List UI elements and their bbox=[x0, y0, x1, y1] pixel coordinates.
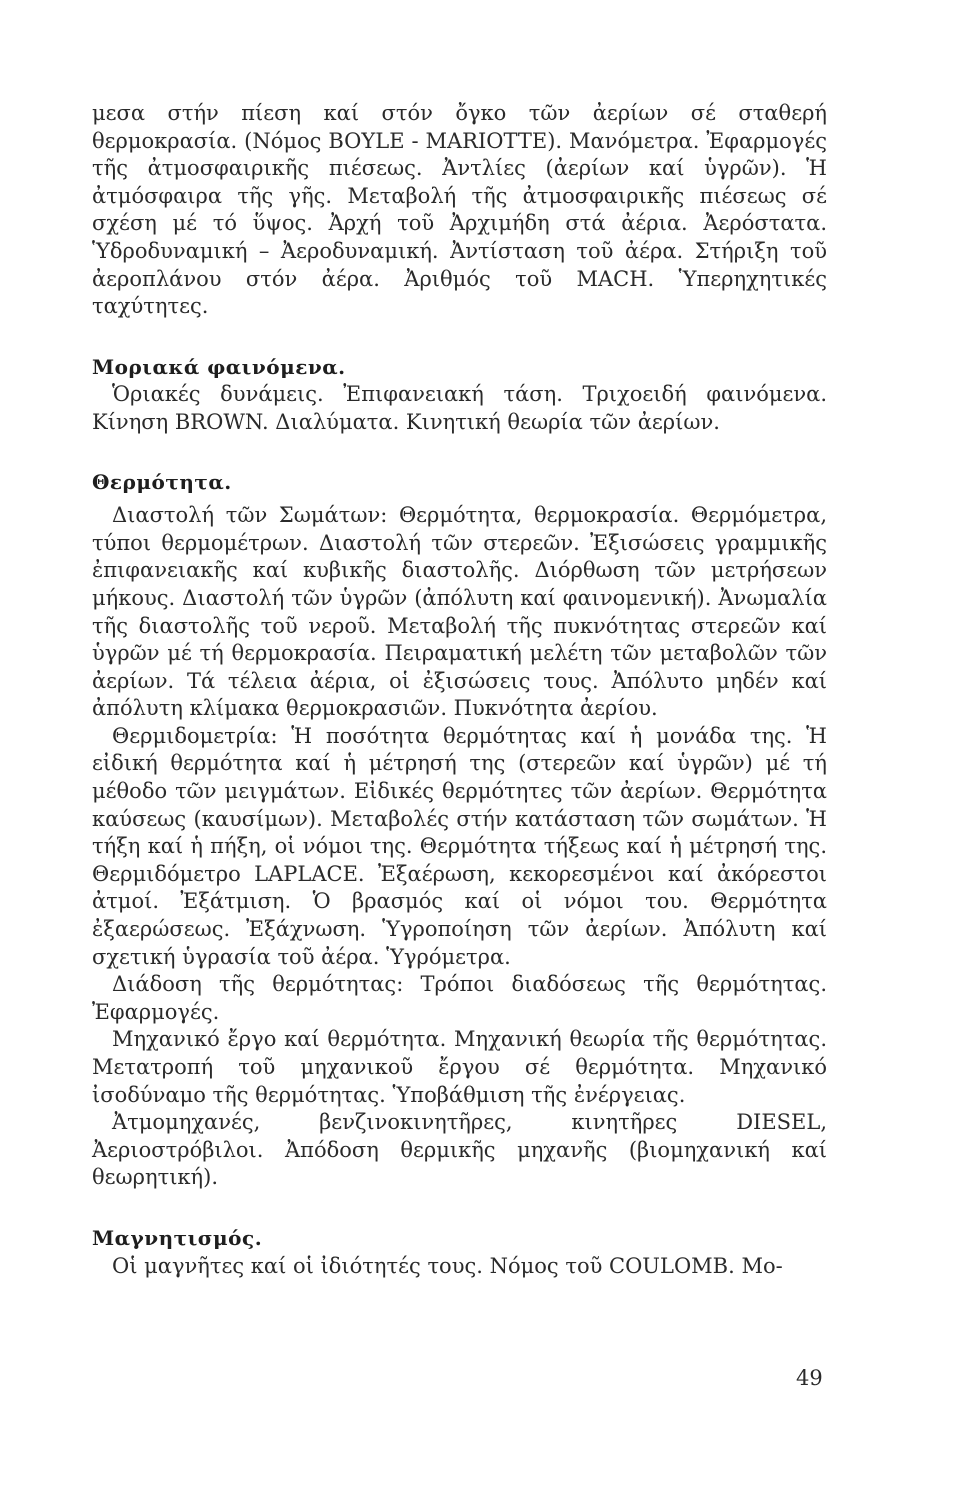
heat-transfer-paragraph: Διάδοση τῆς θερμότητας: Τρόποι διαδόσεως τῆς θερμότητας. Ἐφαρμογές. bbox=[92, 972, 827, 1024]
heading-molecular-phenomena: Μοριακά φαινόμενα. bbox=[92, 354, 346, 379]
heat-mechanical-work-paragraph: Μηχανικό ἔργο καί θερμότητα. Μηχανική θεωρία τῆς θερμότητας. Μετατροπή τοῦ μηχανικοῦ ἔργου σέ θερμότητα. Μηχανικό ἰσοδύναμο τῆς θερμότητας. Ὑποβάθμιση τῆς ἐνέργειας. bbox=[92, 1027, 827, 1107]
heading-magnetism: Μαγνητισμός. bbox=[92, 1225, 263, 1250]
page-number: 49 bbox=[796, 1366, 823, 1390]
molecular-paragraph: Ὁριακές δυνάμεις. Ἐπιφανειακή τάση. Τριχοειδή φαινόμενα. Κίνηση BROWN. Διαλύματα. Κινητική θεωρία τῶν ἀερίων. bbox=[92, 382, 827, 434]
magnetism-paragraph: Οἱ μαγνῆτες καί οἱ ἰδιότητές τους. Νόμος τοῦ COULOMB. Μο- bbox=[112, 1253, 783, 1278]
heading-heat: Θερμότητα. bbox=[92, 469, 232, 494]
intro-paragraph: μεσα στήν πίεση καί στόν ὄγκο τῶν ἀερίων σέ σταθερή θερμοκρασία. (Νόμος BOYLE - MARIOTTE). Μανόμετρα. Ἐφαρμογές τῆς ἀτμοσφαιρικῆς πιέσεως. Ἀντλίες (ἀερίων καί ὑγρῶν). Ἡ ἀτμόσφαιρα τῆς γῆς. Μεταβολή τῆς ἀτμοσφαιρικῆς πιέσεως σέ σχέση μέ τό ὕψος. Ἀρχή τοῦ Ἀρχιμήδη στά ἀέρια. Ἀερόστατα. Ὑδροδυναμική – Ἀεροδυναμική. Ἀντίσταση τοῦ ἀέρα. Στήριξη τοῦ ἀεροπλάνου στόν ἀέρα. Ἀριθμός τοῦ MACH. Ὑπερηχητικές ταχύτητες. bbox=[92, 101, 827, 319]
heat-calorimetry-paragraph: Θερμιδομετρία: Ἡ ποσότητα θερμότητας καί ἡ μονάδα της. Ἡ εἰδική θερμότητα καί ἡ μέτρησή της (στερεῶν καί ὑγρῶν) μέ τή μέθοδο τῶν μειγμάτων. Εἰδικές θερμότητες τῶν ἀερίων. Θερμότητα καύσεως (καυσίμων). Μεταβολές στήν κατάσταση τῶν σωμάτων. Ἡ τήξη καί ἡ πήξη, οἱ νόμοι της. Θερμότητα τήξεως καί ἡ μέτρησή της. Θερμιδόμετρο LAPLACE. Ἐξαέρωση, κεκορεσμένοι καί ἀκόρεστοι ἀτμοί. Ἐξάτμιση. Ὁ βρασμός καί οἱ νόμοι του. Θερμότητα ἐξαερώσεως. Ἐξάχνωση. Ὑγροποίηση τῶν ἀερίων. Ἀπόλυτη καί σχετική ὑγρασία τοῦ ἀέρα. Ὑγρόμετρα. bbox=[92, 723, 827, 969]
heat-expansion-paragraph: Διαστολή τῶν Σωμάτων: Θερμότητα, θερμοκρασία. Θερμόμετρα, τύποι θερμομέτρων. Διαστολή τῶν στερεῶν. Ἐξισώσεις γραμμικῆς ἐπιφανειακῆς καί κυβικῆς διαστολῆς. Διόρθωση τῶν μετρήσεων μήκους. Διαστολή τῶν ὑγρῶν (ἀπόλυτη καί φαινομενική). Ἀνωμαλία τῆς διαστολῆς τοῦ νεροῦ. Μεταβολή τῆς πυκνότητας στερεῶν καί ὑγρῶν μέ τή θερμοκρασία. Πειραματική μελέτη τῶν μεταβολῶν τῶν ἀερίων. Τά τέλεια ἀέρια, οἱ ἐξισώσεις τους. Ἀπόλυτο μηδέν καί ἀπόλυτη κλίμακα θερμοκρασιῶν. Πυκνότητα ἀερίου. bbox=[92, 503, 827, 721]
text-column bbox=[92, 100, 827, 1280]
heat-engines-paragraph: Ἀτμομηχανές, βενζινοκινητῆρες, κινητῆρες DIESEL, Ἀεριοστρόβιλοι. Ἀπόδοση θερμικῆς μηχανῆς (βιομηχανική καί θεωρητική). bbox=[92, 1110, 827, 1190]
